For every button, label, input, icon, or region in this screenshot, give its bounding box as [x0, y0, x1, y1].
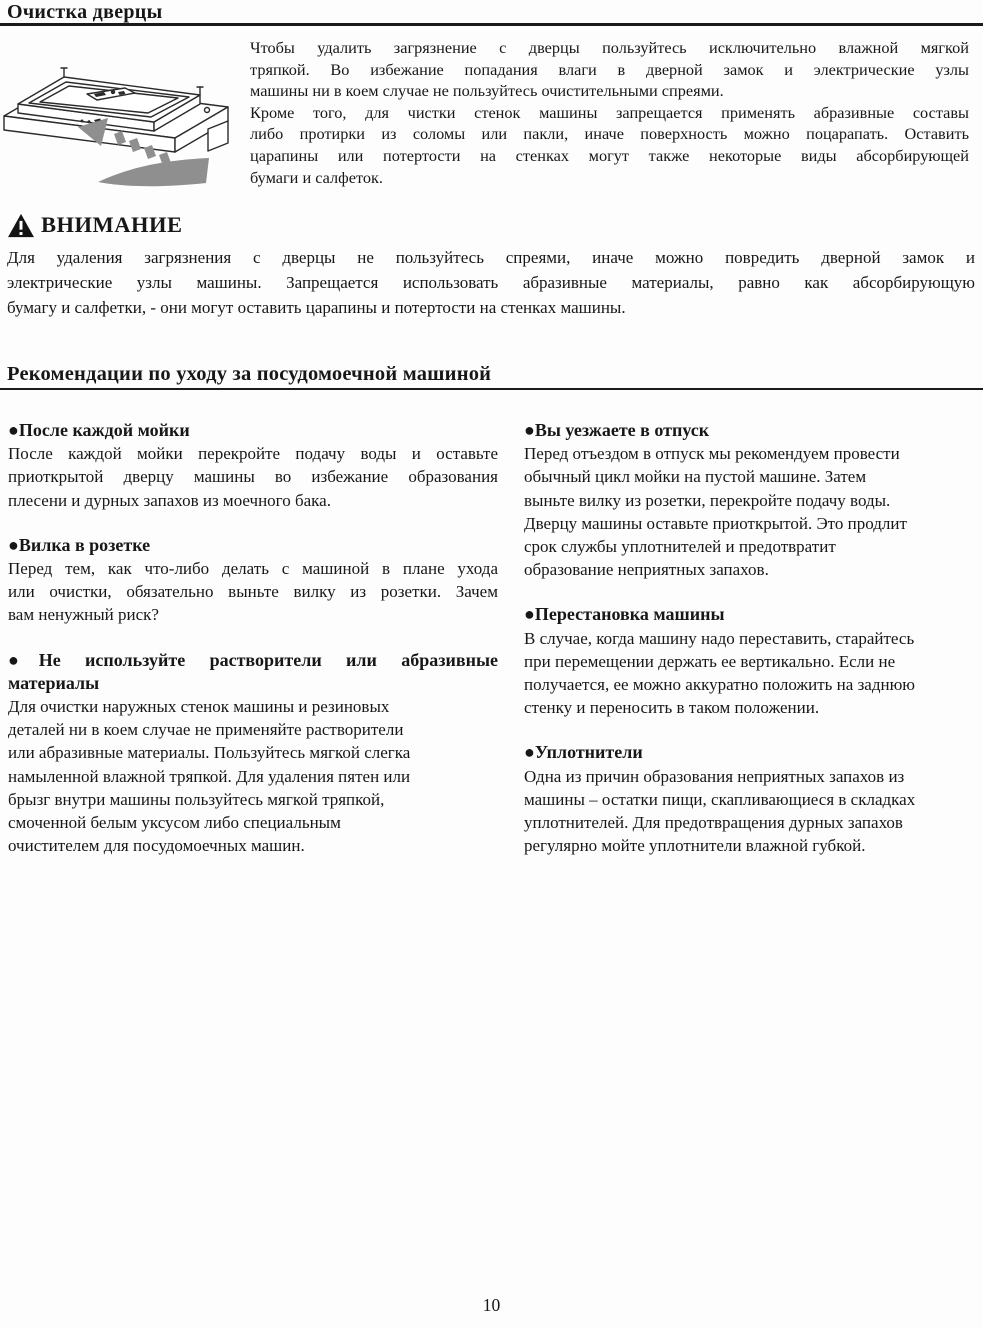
care-item-heading: ●Не используйте растворители или абразивные материалы	[8, 649, 498, 693]
warning-title: ВНИМАНИЕ	[41, 212, 183, 237]
intro-paragraph-2: Кроме того, для чистки стенок машины запрещается применять абразивные составы либо протирки из соломы или пакли, иначе поверхность можно поцарапать. Оставить царапины или потертости на стенках могут также некоторые виды абсорбирующей бумаги и салфеток.	[250, 102, 969, 187]
care-item-seals	[524, 741, 973, 857]
care-item-body: Перед тем, как что-либо делать с машиной в плане ухода или очистки, обязательно выньте вилку из розетки. Зачем вам ненужный риск?	[8, 559, 498, 625]
care-item-body: Перед отъездом в отпуск мы рекомендуем провести обычный цикл мойки на пустой машине. Затем выньте вилку из розетки, перекройте подачу воды. Дверцу машины оставьте приоткрытой. Это продлит срок службы уплотнителей и предотвратит образование неприятных запахов.	[524, 444, 907, 580]
door-cleaning-section	[0, 30, 983, 196]
care-item-after-each-wash	[8, 419, 498, 512]
warning-header	[7, 210, 975, 240]
warning-text: Для удаления загрязнения с дверцы не пользуйтесь спреями, иначе можно повредить дверной замок и электрические узлы машины. Запрещается использовать абразивные материалы, равно как абсорбирующую бумагу и салфетки, - они могут оставить царапины и потертости на стенках машины.	[7, 248, 975, 317]
dishwasher-door-drawing	[2, 64, 237, 196]
care-divider	[0, 388, 983, 390]
intro-text	[248, 30, 983, 188]
care-item-body: Для очистки наружных стенок машины и резиновых деталей ни в коем случае не применяйте растворители или абразивные материалы. Пользуйтесь мягкой слегка намыленной влажной тряпкой. Для удаления пятен или брызг внутри машины пользуйтесь мягкой тряпкой, смоченной белым уксусом либо специальным очистителем для посудомоечных машин.	[8, 697, 411, 856]
care-column-left	[8, 419, 498, 857]
warning-triangle-icon	[7, 213, 35, 238]
care-item-body: После каждой мойки перекройте подачу воды и оставьте приоткрытой дверцу машины во избежание образования плесени и дурных запахов из моечного бака.	[8, 444, 498, 510]
care-item-heading: ●После каждой мойки	[8, 420, 190, 440]
intro-paragraph-1: Чтобы удалить загрязнение с дверцы пользуйтесь исключительно влажной мягкой тряпкой. Во избежание попадания влаги в дверной замок и электрические узлы машины ни в коем случае не пользуйтесь очистительными спреями.	[250, 38, 969, 101]
care-item-body: Одна из причин образования неприятных запахов из машины – остатки пищи, скапливающиеся в складках уплотнителей. Для предотвращения дурных запахов регулярно мойте уплотнители влажной губкой.	[524, 766, 916, 856]
care-item-heading: ●Вы уезжаете в отпуск	[524, 420, 710, 440]
care-recommendations-section	[0, 362, 983, 857]
care-item-body: В случае, когда машину надо переставить, старайтесь при перемещении держать ее вертикально. Если не получается, ее можно аккуратно положить на заднюю стенку и переносить в таком положении.	[524, 628, 915, 718]
care-item-heading: ●Вилка в розетке	[8, 534, 151, 555]
page-number: 10	[482, 1295, 501, 1315]
manual-page	[0, 1, 983, 1315]
top-divider	[0, 23, 983, 26]
page-title: Очистка дверцы	[7, 1, 163, 23]
care-item-heading: ●Перестановка машины	[524, 604, 725, 625]
care-item-moving	[524, 603, 973, 719]
care-columns	[8, 419, 973, 857]
care-title: Рекомендации по уходу за посудомоечной машиной	[7, 363, 492, 385]
care-item-plug	[8, 534, 498, 627]
door-illustration	[0, 30, 248, 196]
care-item-heading: ●Уплотнители	[524, 742, 643, 763]
care-column-right	[524, 419, 973, 857]
care-item-vacation	[524, 419, 973, 581]
care-item-no-solvents	[8, 649, 498, 858]
warning-section	[7, 210, 975, 320]
